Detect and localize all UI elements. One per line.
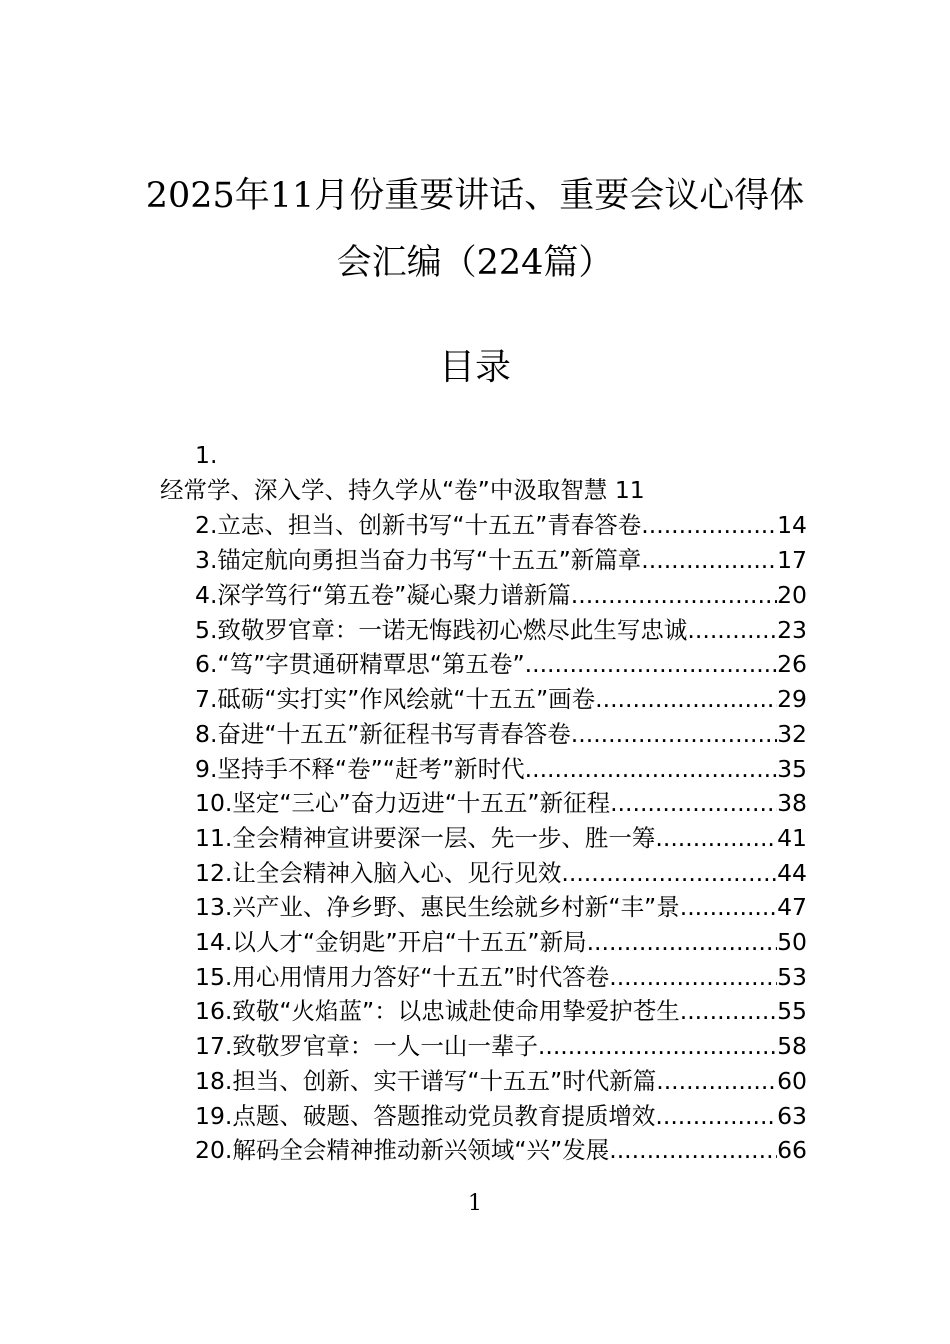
toc-entry-text: 10.坚定“三心”奋力迈进“十五五”新征程	[195, 789, 611, 817]
toc-entry[interactable]	[195, 1031, 807, 1061]
toc-entry-page: 26	[777, 650, 807, 678]
toc-entry-page: 63	[777, 1102, 807, 1130]
toc-entry-page: 55	[777, 997, 807, 1025]
toc-leader-dots	[595, 684, 777, 714]
page-number: 1	[468, 1191, 482, 1216]
toc-leader-dots	[587, 927, 778, 957]
toc-entry-page: 41	[777, 824, 807, 852]
toc-leader-dots	[680, 996, 777, 1026]
toc-entry-text: 19.点题、破题、答题推动党员教育提质增效	[195, 1102, 656, 1130]
document-title-line-1: 2025年11月份重要讲话、重要会议心得体	[145, 176, 805, 216]
toc-leader-dots	[687, 615, 777, 645]
toc-entry[interactable]	[195, 892, 807, 922]
toc-entry[interactable]	[195, 615, 807, 645]
toc-entry[interactable]	[195, 510, 807, 540]
toc-entry-text: 14.以人才“金钥匙”开启“十五五”新局	[195, 928, 587, 956]
toc-entry-text: 18.担当、创新、实干谱写“十五五”时代新篇	[195, 1067, 657, 1095]
toc-leader-dots	[641, 510, 777, 540]
toc-leader-dots	[525, 649, 777, 679]
toc-leader-dots	[609, 962, 777, 992]
toc-entry[interactable]	[195, 754, 807, 784]
toc-entry-page: 58	[777, 1032, 807, 1060]
toc-entry-text: 5.致敬罗官章：一诺无悔践初心燃尽此生写忠诚	[195, 616, 688, 644]
toc-entry-text: 17.致敬罗官章：一人一山一辈子	[195, 1032, 538, 1060]
toc-entry-page: 29	[777, 685, 807, 713]
toc-entry-1-number[interactable]: 1.	[195, 441, 218, 469]
toc-entry[interactable]	[195, 962, 807, 992]
toc-entry-text: 15.用心用情用力答好“十五五”时代答卷	[195, 963, 610, 991]
toc-entry-text: 2.立志、担当、创新书写“十五五”青春答卷	[195, 511, 642, 539]
toc-entry[interactable]	[195, 649, 807, 679]
toc-entry-page: 50	[777, 928, 807, 956]
toc-entry[interactable]	[195, 858, 807, 888]
toc-entry-page: 66	[777, 1136, 807, 1164]
toc-entry-page: 35	[777, 755, 807, 783]
toc-entry-text: 12.让全会精神入脑入心、见行见效	[195, 859, 562, 887]
toc-entry-text: 20.解码全会精神推动新兴领域“兴”发展	[195, 1136, 610, 1164]
document-title-line-2: 会汇编（224篇）	[336, 243, 614, 283]
toc-entry-text: 3.锚定航向勇担当奋力书写“十五五”新篇章	[195, 546, 642, 574]
toc-entry-page: 14	[777, 511, 807, 539]
toc-entry[interactable]	[195, 996, 807, 1026]
toc-entry-text: 13.兴产业、净乡野、惠民生绘就乡村新“丰”景	[195, 893, 680, 921]
toc-entry[interactable]	[195, 1101, 807, 1131]
toc-entry-text: 7.砥砺“实打实”作风绘就“十五五”画卷	[195, 685, 596, 713]
toc-entry-text: 16.致敬“火焰蓝”：以忠诚赴使命用挚爱护苍生	[195, 997, 680, 1025]
toc-entry-page: 60	[777, 1067, 807, 1095]
toc-entry[interactable]	[195, 823, 807, 853]
toc-leader-dots	[538, 1031, 777, 1061]
toc-entry[interactable]	[195, 927, 807, 957]
toc-leader-dots	[561, 858, 777, 888]
toc-entry-page: 32	[777, 720, 807, 748]
toc-entry-page: 53	[777, 963, 807, 991]
toc-entry[interactable]	[195, 545, 807, 575]
toc-leader-dots	[680, 892, 777, 922]
toc-entry[interactable]	[195, 1135, 807, 1165]
toc-entry-page: 17	[777, 546, 807, 574]
toc-entry-text: 4.深学笃行“第五卷”凝心聚力谱新篇	[195, 581, 571, 609]
toc-entry-page: 47	[777, 893, 807, 921]
toc-entry-text: 11.全会精神宣讲要深一层、先一步、胜一筹	[195, 824, 656, 852]
toc-entry-1-text[interactable]: 经常学、深入学、持久学从“卷”中汲取智慧 11	[160, 476, 645, 504]
toc-leader-dots	[641, 545, 777, 575]
toc-leader-dots	[656, 1066, 777, 1096]
toc-entry[interactable]	[195, 1066, 807, 1096]
toc-leader-dots	[655, 823, 777, 853]
toc-leader-dots	[525, 754, 777, 784]
toc-leader-dots	[655, 1101, 777, 1131]
toc-entry-page: 44	[777, 859, 807, 887]
toc-entry-text: 8.奋进“十五五”新征程书写青春答卷	[195, 720, 571, 748]
toc-leader-dots	[571, 580, 777, 610]
toc-entry-text: 6.“笃”字贯通研精覃思“第五卷”	[195, 650, 525, 678]
toc-entry[interactable]	[195, 580, 807, 610]
toc-heading: 目录	[438, 347, 511, 388]
toc-entry[interactable]	[195, 719, 807, 749]
toc-entry-text: 9.坚持手不释“卷”“赶考”新时代	[195, 755, 525, 783]
toc-entry[interactable]	[195, 788, 807, 818]
toc-leader-dots	[609, 1135, 777, 1165]
toc-leader-dots	[571, 719, 777, 749]
toc-leader-dots	[610, 788, 777, 818]
toc-entry-page: 20	[777, 581, 807, 609]
toc-entry-page: 23	[777, 616, 807, 644]
toc-entry[interactable]	[195, 684, 807, 714]
toc-entry-page: 38	[777, 789, 807, 817]
